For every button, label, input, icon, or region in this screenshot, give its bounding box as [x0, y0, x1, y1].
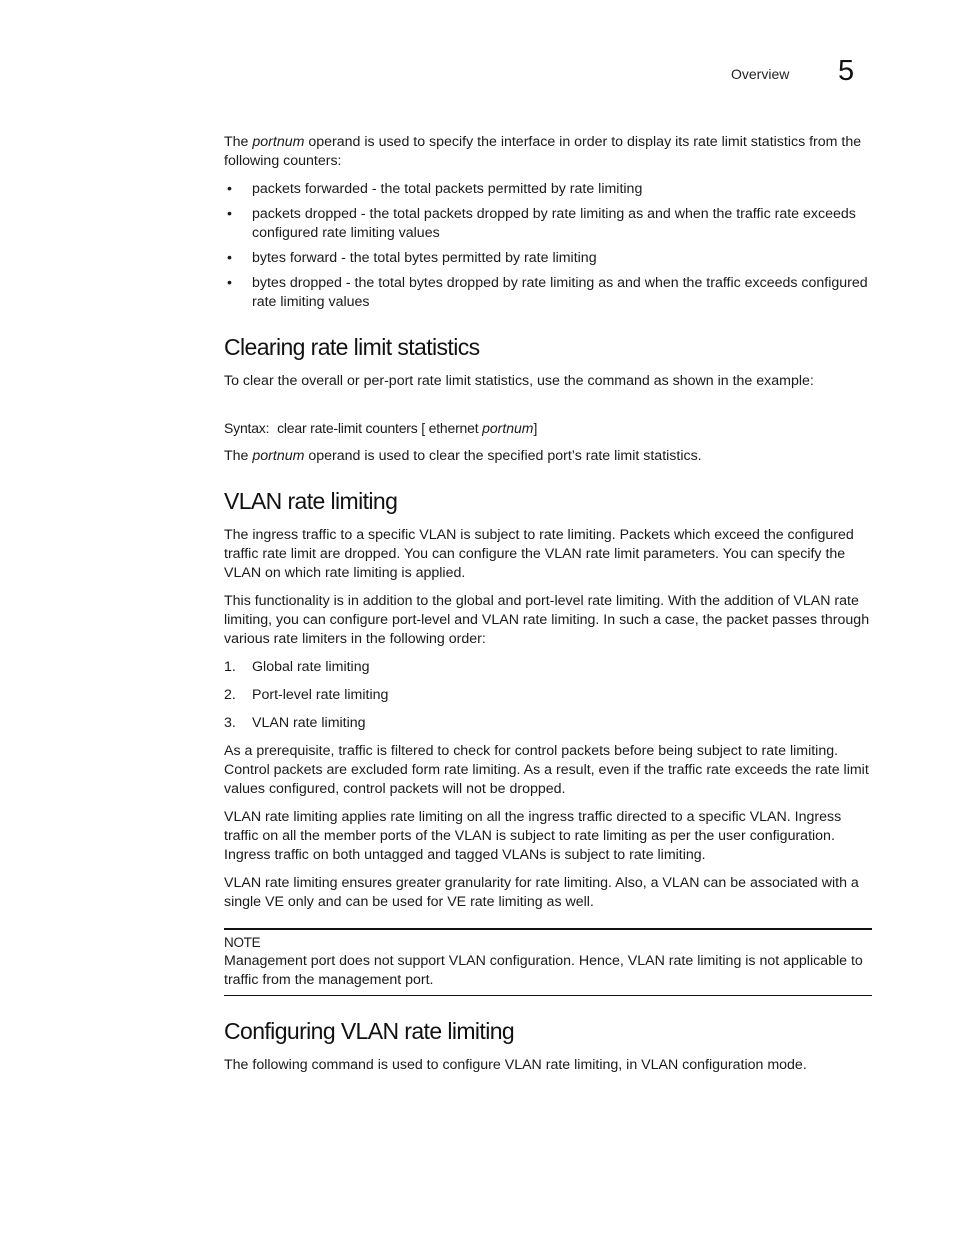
- list-item: 2. Port-level rate limiting: [224, 687, 389, 703]
- heading-clearing-rate-limit-statistics: Clearing rate limit statistics: [224, 334, 480, 360]
- note-label: NOTE: [224, 935, 261, 950]
- bullet-icon: •: [227, 250, 232, 266]
- list-item: 3. VLAN rate limiting: [224, 715, 366, 731]
- list-item: • packets dropped - the total packets dropped by rate limiting as and when the traffic rate exceeds configured rate limiting values: [227, 206, 856, 241]
- running-header-section: Overview: [731, 66, 790, 82]
- list-item: • packets forwarded - the total packets permitted by rate limiting: [227, 181, 643, 197]
- bullet-icon: •: [227, 181, 232, 197]
- list-item: • bytes forward - the total bytes permitted by rate limiting: [227, 250, 597, 266]
- counter-list: [224, 180, 872, 312]
- vlan-paragraph-1: The ingress traffic to a specific VLAN is subject to rate limiting. Packets which exceed the configured traffic rate limit are dropped. You can configure the VLAN rate limit parameters. You can specify the VLAN on which rate limiting is applied.: [224, 527, 854, 581]
- heading-configuring-vlan-rate-limiting: Configuring VLAN rate limiting: [224, 1018, 515, 1044]
- chapter-number: 5: [838, 55, 855, 87]
- list-item: • bytes dropped - the total bytes dropped by rate limiting as and when the traffic exceeds configured rate limiting values: [227, 275, 868, 310]
- vlan-paragraph-4: VLAN rate limiting applies rate limiting on all the ingress traffic directed to a specific VLAN. Ingress traffic on all the member ports of the VLAN is subject to rate limiting as per the user configuration. Ingress traffic on both untagged and tagged VLANs is subject to rate limiting.: [224, 809, 842, 863]
- limiter-order-list: [224, 658, 872, 733]
- note-box: [224, 928, 872, 996]
- note-text: Management port does not support VLAN configuration. Hence, VLAN rate limiting is not applicable to traffic from the management port.: [224, 953, 863, 988]
- syntax-line: Syntax: clear rate-limit counters [ ethernet portnum]: [224, 420, 538, 436]
- clearing-operand-paragraph: The portnum operand is used to clear the specified port’s rate limit statistics.: [224, 448, 702, 464]
- intro-paragraph: The portnum operand is used to specify the interface in order to display its rate limit statistics from the following counters:: [224, 134, 862, 169]
- vlan-paragraph-2: This functionality is in addition to the global and port-level rate limiting. With the addition of VLAN rate limiting, you can configure port-level and VLAN rate limiting. In such a case, the packet passes through various rate limiters in the following order:: [224, 593, 870, 647]
- operand-name: portnum: [252, 134, 305, 150]
- configuring-paragraph: The following command is used to configure VLAN rate limiting, in VLAN configuration mode.: [224, 1057, 807, 1073]
- heading-vlan-rate-limiting: VLAN rate limiting: [224, 488, 398, 514]
- bullet-icon: •: [227, 275, 232, 291]
- vlan-paragraph-3: As a prerequisite, traffic is filtered to check for control packets before being subject to rate limiting. Control packets are excluded form rate limiting. As a result, even if the traffic rate exceeds the rate limit values configured, control packets will not be dropped.: [224, 743, 869, 797]
- vlan-paragraph-5: VLAN rate limiting ensures greater granularity for rate limiting. Also, a VLAN can be associated with a single VE only and can be used for VE rate limiting as well.: [224, 875, 859, 910]
- page-content: [224, 133, 872, 1084]
- list-item: 1. Global rate limiting: [224, 659, 370, 675]
- page-header: [0, 55, 954, 88]
- bullet-icon: •: [227, 206, 232, 222]
- clearing-paragraph: To clear the overall or per-port rate limit statistics, use the command as shown in the example:: [224, 373, 814, 389]
